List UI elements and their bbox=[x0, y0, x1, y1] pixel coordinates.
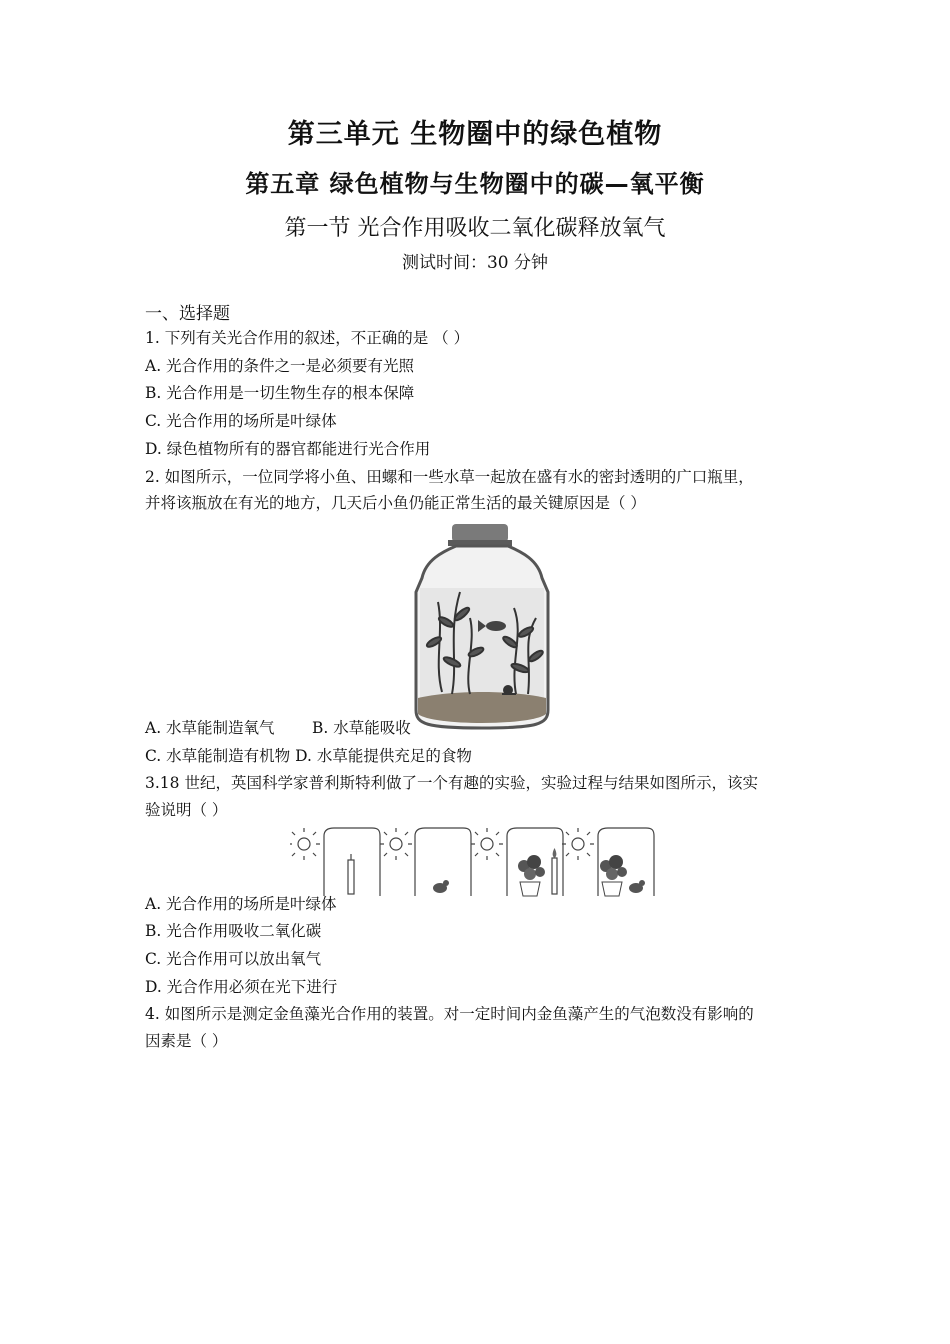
q3-option-b: B. 光合作用吸收二氧化碳 bbox=[145, 922, 322, 940]
flame-icon bbox=[553, 848, 557, 858]
q3-option-c: C. 光合作用可以放出氧气 bbox=[145, 950, 322, 968]
candle-1 bbox=[348, 860, 354, 894]
q1-option-a: A. 光合作用的条件之一是必须要有光照 bbox=[145, 357, 415, 375]
q2-stem-line2: 并将该瓶放在有光的地方，几天后小鱼仍能正常生活的最关键原因是（ ） bbox=[145, 494, 646, 512]
mouse-icon bbox=[433, 880, 449, 893]
sand bbox=[418, 692, 546, 723]
plant-icon bbox=[518, 855, 545, 896]
q4-stem-line2: 因素是（ ） bbox=[145, 1032, 228, 1050]
q1-option-b: B. 光合作用是一切生物生存的根本保障 bbox=[145, 384, 415, 402]
q1-option-c: C. 光合作用的场所是叶绿体 bbox=[145, 412, 337, 430]
q2-options-c-d: C. 水草能制造有机物 D. 水草能提供充足的食物 bbox=[145, 747, 472, 765]
plant-icon bbox=[600, 855, 627, 896]
sun-icon bbox=[471, 828, 503, 860]
q3-option-a: A. 光合作用的场所是叶绿体 bbox=[145, 895, 337, 913]
sun-icon bbox=[290, 828, 320, 860]
jar-lid bbox=[452, 524, 508, 542]
candle-3 bbox=[552, 858, 557, 894]
priestley-experiment-figure bbox=[290, 824, 662, 900]
q2-option-b: B. 水草能吸收 bbox=[312, 719, 411, 737]
q1-option-d: D. 绿色植物所有的器官都能进行光合作用 bbox=[145, 440, 431, 458]
q4-stem-line1: 4. 如图所示是测定金鱼藻光合作用的装置。对一定时间内金鱼藻产生的气泡数没有影响的 bbox=[145, 1005, 754, 1023]
sun-icon bbox=[562, 828, 594, 860]
unit-title: 第三单元 生物圈中的绿色植物 bbox=[287, 119, 663, 150]
sun-icon bbox=[380, 828, 412, 860]
mouse-icon bbox=[629, 880, 645, 893]
bell-jar-1 bbox=[324, 828, 380, 896]
q3-option-d: D. 光合作用必须在光下进行 bbox=[145, 978, 338, 996]
q1-stem: 1. 下列有关光合作用的叙述，不正确的是 （ ） bbox=[145, 329, 470, 347]
q2-stem-line1: 2. 如图所示，一位同学将小鱼、田螺和一些水草一起放在盛有水的密封透明的广口瓶里， bbox=[145, 468, 754, 486]
section-heading: 一、选择题 bbox=[145, 304, 230, 324]
section-title: 第一节 光合作用吸收二氧化碳释放氧气 bbox=[284, 216, 666, 241]
q3-stem-line2: 验说明（ ） bbox=[145, 801, 228, 819]
jar-figure bbox=[412, 522, 552, 732]
q2-option-a: A. 水草能制造氧气 bbox=[145, 719, 275, 737]
test-time: 测试时间：30 分钟 bbox=[401, 253, 549, 273]
q3-stem-line1: 3.18 世纪，英国科学家普利斯特利做了一个有趣的实验，实验过程与结果如图所示，该实 bbox=[145, 774, 758, 792]
chapter-title: 第五章 绿色植物与生物圈中的碳—氧平衡 bbox=[245, 170, 705, 198]
